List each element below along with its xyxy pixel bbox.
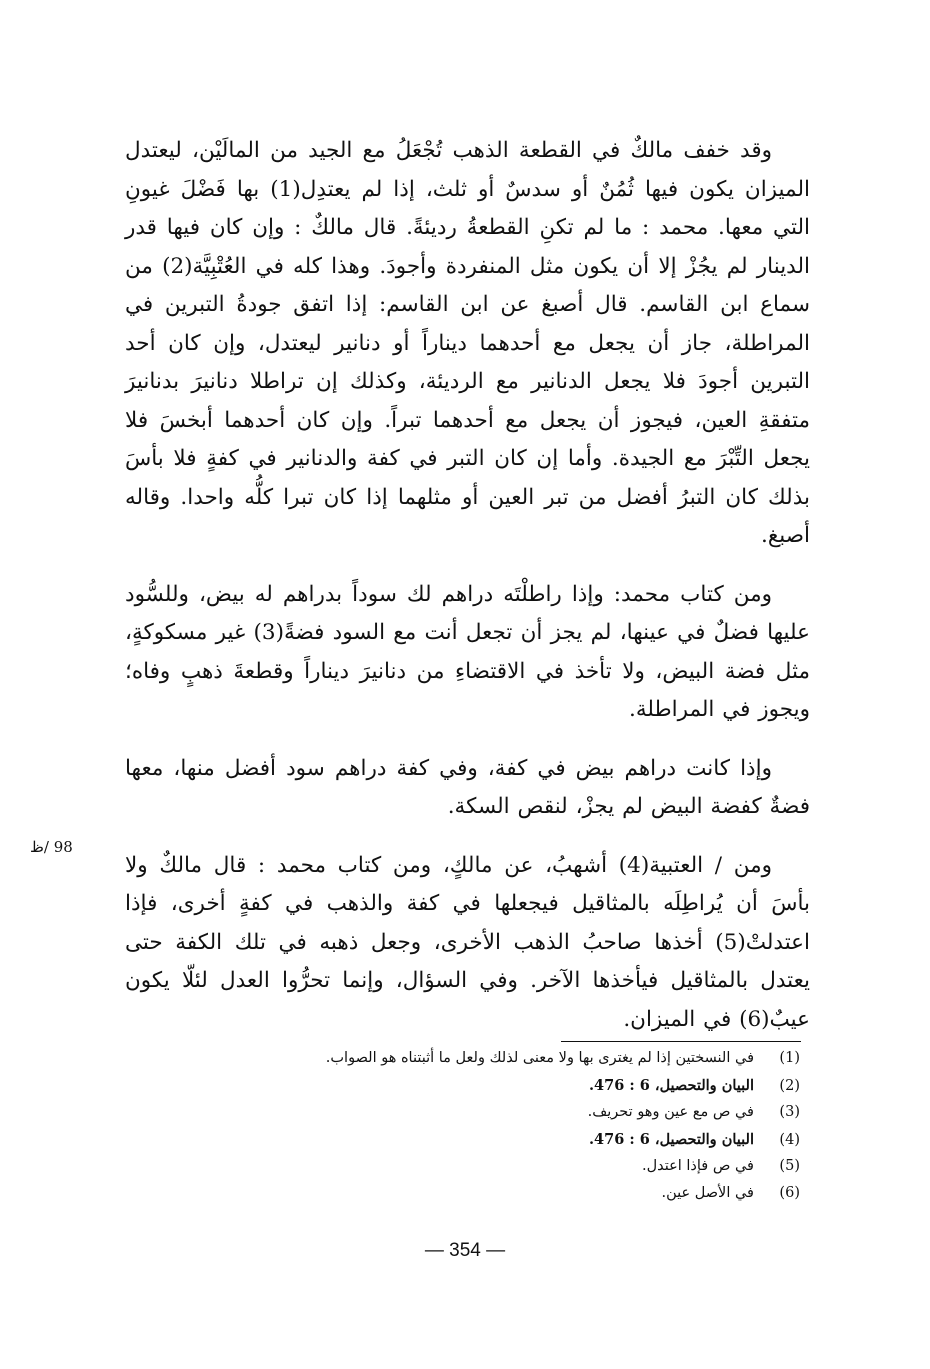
footnotes [240, 1045, 800, 1207]
main-text [125, 132, 810, 1039]
marginal-folio-note: 98 /ظ [30, 838, 73, 856]
footnote-text: البيان والتحصيل، 6 : 476. [588, 1131, 754, 1148]
footnote-text: في ص مع عين وهو تحريف. [587, 1104, 754, 1120]
paragraph: ومن كتاب محمد: وإذا راطلْتَه دراهم لك سوداً بدراهم له بيض، وللسُّود عليها فضلٌ في عينها، لم يجز أن تجعل أنت مع السود فضةً(3) غير مسكوكةٍ، مثل فضة البيض، ولا تأخذ في الاقتضاءِ من دنانيرَ ديناراً وقطعةَ ذهبٍ وفاه؛ ويجوز في المراطلة. [125, 581, 810, 722]
paragraph: وقد خفف مالكٌ في القطعة الذهب تُجْعَلُ مع الجيد من المالَيْن، ليعتدل الميزان يكون فيها ثُمُنٌ أو سدسٌ أو ثلث، إذا لم يعتدِل(1) بها فَضْلَ غيونِ التي معها. محمد : ما لم تكنِ القطعةُ رديئةً. قال مالكٌ : وإن كان فيها قدر الدينار لم يجُزْ إلا أن يكون مثل المنفردة وأجودَ. وهذا كله في العُتْبِيَّة(2) من سماع ابن القاسم. قال أصبغ عن ابن القاسم: إذا اتفق جودةُ التبرين في المراطلة، جاز أن يجعل مع أحدهما ديناراً أو دنانير ليعتدل، وإن كان أحد التبرين أجودَ فلا يجعل الدنانير مع الرديئة، وكذلك إن تراطلا دنانيرَ بدنانيرَ متفقةِ العين، فيجوز أن يجعل مع أحدهما تبراً. وإن كان أحدهما أبخسَ فلا يجعل التِّبْرَ مع الجيدة. وأما إن كان التبر في كفة والدنانير في كفةٍ فلا بأسَ بذلك كان التبرُ أفضل من تبر العين أو مثلهما إذا كان تبرا كلُّه واحدا. وقاله أصبغ. [125, 138, 810, 548]
footnote-number: (3) [779, 1104, 800, 1120]
paragraph: ومن / العتبية(4) أشهبُ، عن مالكٍ، ومن كتاب محمد : قال مالكٌ ولا بأسَ أن يُراطِلَه بالمثاقيل فيجعلها في كفة والذهب في كفةٍ أخرى، فإذا اعتدلتْ(5) أخذها صاحبُ الذهب الأخرى، وجعل ذهبه في تلك الكفة حتى يعتدل بالمثاقيل فيأخذها الآخر. وفي السؤال، وإنما تحرُّوا العدل لئلّا يكون عيبٌ(6) في الميزان. [125, 852, 810, 1032]
footnote-text: في النسختين إذا لم يغترى بها ولا معنى لذلك ولعل ما أثبتناه هو الصواب. [325, 1050, 754, 1066]
footnote [240, 1045, 800, 1072]
footnote-number: (2) [779, 1078, 800, 1094]
footnote-number: (1) [779, 1050, 800, 1066]
page-number: — 354 — [424, 1240, 506, 1261]
footnote-text: في الأصل عين. [661, 1185, 754, 1201]
footnote-text: في ص فإذا اعتدل. [641, 1158, 754, 1174]
footnote [240, 1153, 800, 1180]
footnote [240, 1126, 800, 1153]
footnote-text: البيان والتحصيل، 6 : 476. [588, 1077, 754, 1094]
footnote-number: (5) [779, 1158, 800, 1174]
paragraph: وإذا كانت دراهم بيض في كفة، وفي كفة دراهم سود أفضل منها، معها فضةٌ كفضة البيض لم يجزْ، لنقص السكة. [125, 755, 810, 819]
footnote [240, 1072, 800, 1099]
footnote-number: (6) [779, 1185, 800, 1201]
footnote-divider [561, 1041, 801, 1042]
footnote [240, 1180, 800, 1207]
footnote-number: (4) [779, 1132, 800, 1148]
footnote [240, 1099, 800, 1126]
